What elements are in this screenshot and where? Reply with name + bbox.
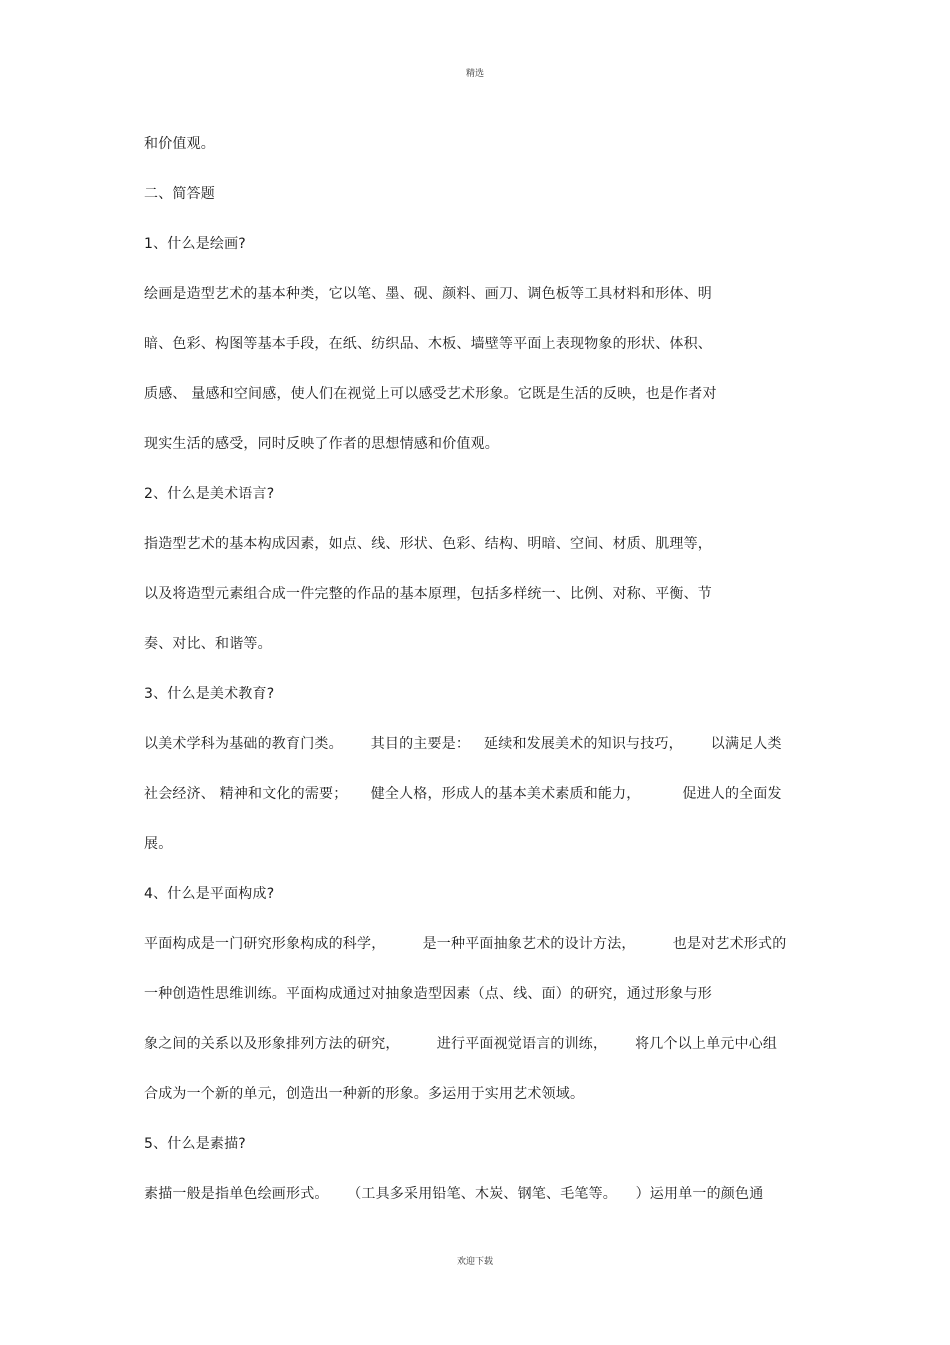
- text-line: 合成为一个新的单元，创造出一种新的形象。多运用于实用艺术领域。: [144, 1086, 585, 1102]
- section-heading: 二、简答题: [144, 186, 215, 202]
- text-line: 暗、色彩、构图等基本手段，在纸、纺织品、木板、墙壁等平面上表现物象的形状、体积、: [144, 336, 712, 352]
- text-line: 和价值观。: [144, 136, 215, 152]
- question-heading: 4、什么是平面构成?: [144, 886, 275, 902]
- text-line: 绘画是造型艺术的基本种类，它以笔、墨、砚、颜料、画刀、调色板等工具材料和形体、明: [144, 286, 712, 302]
- text-line: 指造型艺术的基本构成因素，如点、线、形状、色彩、结构、明暗、空间、材质、肌理等，: [144, 536, 712, 552]
- text-line: 展。: [144, 836, 173, 852]
- text-line: 质感、 量感和空间感，使人们在视觉上可以感受艺术形象。它既是生活的反映，也是作者对: [144, 386, 717, 402]
- question-heading: 2、什么是美术语言?: [144, 486, 275, 502]
- text-line: 一种创造性思维训练。平面构成通过对抽象造型因素（点、线、面）的研究，通过形象与形: [144, 986, 712, 1002]
- text-line: 象之间的关系以及形象排列方法的研究， 进行平面视觉语言的训练， 将几个以上单元中心组: [144, 1036, 778, 1052]
- text-line: 以及将造型元素组合成一件完整的作品的基本原理，包括多样统一、比例、对称、平衡、节: [144, 586, 712, 602]
- page-header: 精选: [465, 69, 484, 79]
- text-line: 现实生活的感受，同时反映了作者的思想情感和价值观。: [144, 436, 499, 452]
- text-line: 以美术学科为基础的教育门类。 其目的主要是： 延续和发展美术的知识与技巧， 以满足人类: [144, 736, 782, 752]
- text-line: 素描一般是指单色绘画形式。 （工具多采用铅笔、木炭、钢笔、毛笔等。 ）运用单一的颜色通: [144, 1186, 764, 1202]
- question-heading: 1、什么是绘画?: [144, 236, 246, 252]
- text-line: 社会经济、 精神和文化的需要； 健全人格，形成人的基本美术素质和能力， 促进人的全面发: [144, 786, 782, 802]
- text-line: 奏、对比、和谐等。: [144, 636, 272, 652]
- question-heading: 5、什么是素描?: [144, 1136, 246, 1152]
- page-footer: 欢迎下载: [456, 1257, 493, 1267]
- text-line: 平面构成是一门研究形象构成的科学， 是一种平面抽象艺术的设计方法， 也是对艺术形式的: [144, 936, 787, 952]
- question-heading: 3、什么是美术教育?: [144, 686, 275, 702]
